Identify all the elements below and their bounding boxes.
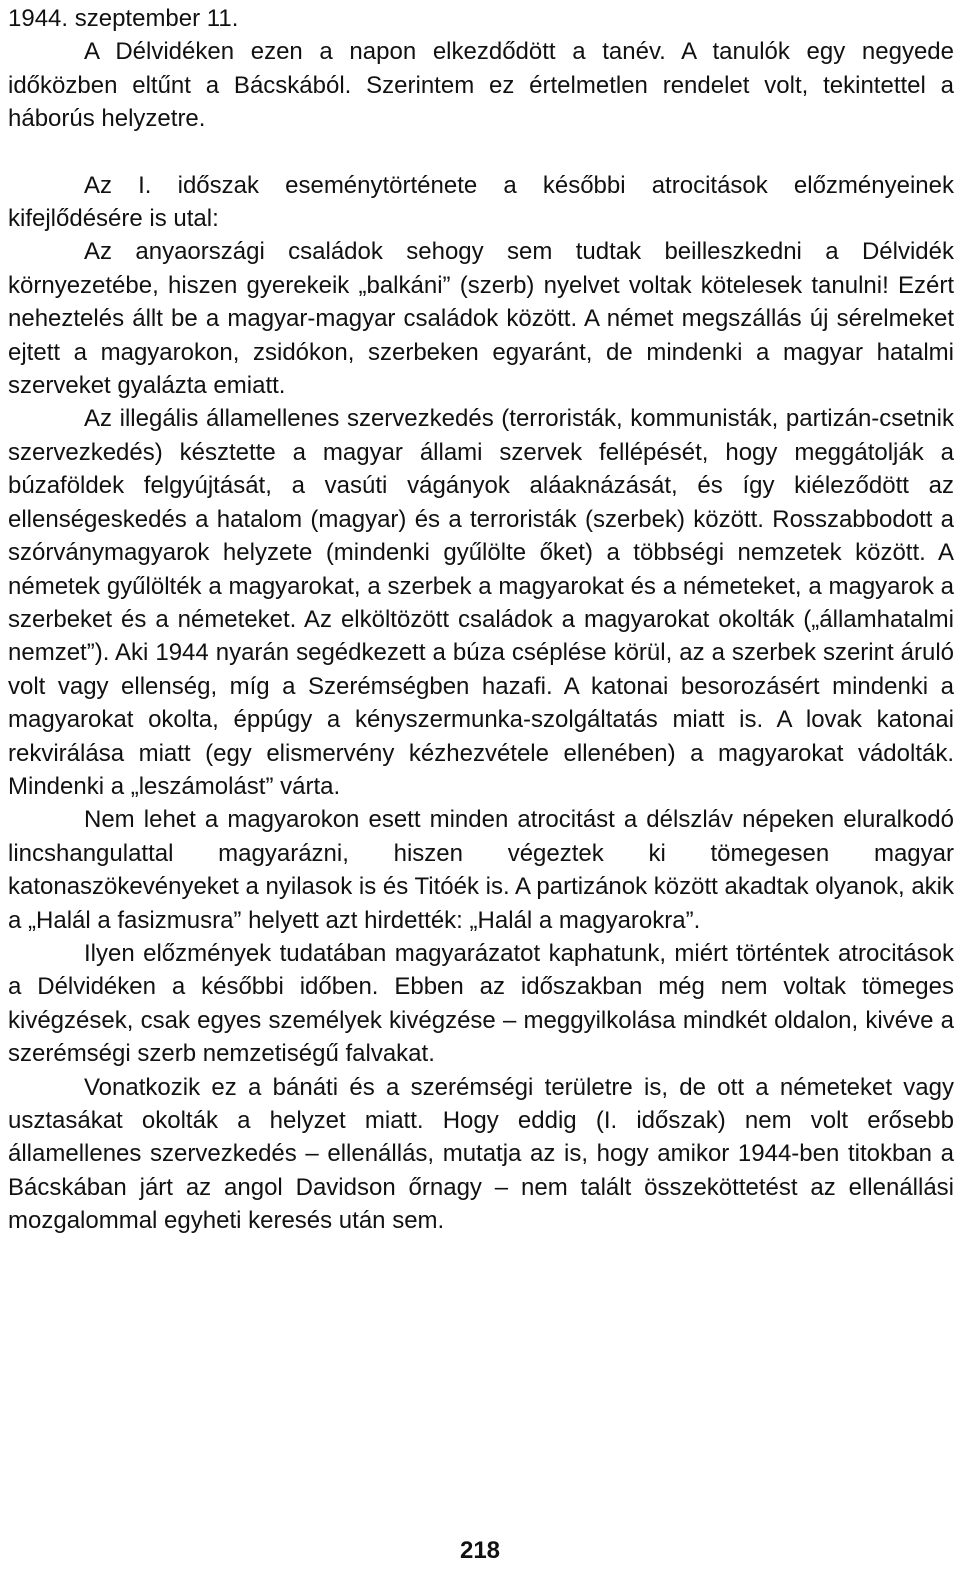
page-number: 218	[459, 1537, 501, 1564]
paragraph-period-history: Az I. időszak eseménytörténete a későbbi atrocitások előzményeinek kifejlődésére is utal:	[8, 171, 954, 233]
paragraph-antecedents: Ilyen előzmények tudatában magyarázatot kaphatunk, miért történtek atrocitások a Délvidéken a későbbi időben. Ebben az időszakban még nem voltak tömeges kivégzések, csak egyes személyek kivégzése – meggyilkolása mindkét oldalon, kivéve a szerémségi szerb nemzetiségű falvakat.	[8, 939, 954, 1068]
entry-date: 1944. szeptember 11.	[8, 5, 239, 32]
paragraph-illegal-organizing: Az illegális államellenes szervezkedés (terroristák, kommunisták, partizán-csetnik szervezkedés) késztette a magyar állami szervek fellépését, hogy meggátolják a búzaföldek felgyújtását, a vasúti vágányok aláaknázását, és így kiéleződött az ellenségeskedés a hatalom (magyar) és a terroristák (szerbek) között. Rosszabbodott a szórványmagyarok helyzete (mindenki gyűlölte őket) a többségi nemzetek között. A németek gyűlölték a magyarokat, a szerbek a magyarokat és a németeket, a magyarok a szerbeket és a németeket. Az elköltözött családok a magyarokat okolták („államhatalmi nemzet”). Aki 1944 nyarán segédkezett a búza cséplése körül, az a szerbek szerint áruló volt vagy ellenség, míg a Szerémségben hazafi. A katonai besorozásért mindenki a magyarokat okolta, éppúgy a kényszermunka-szolgáltatás miatt is. A lovak katonai rekvirálása miatt (egy elismervény kézhezvétele ellenében) a magyarokat vádolták. Mindenki a „leszámolást” várta.	[8, 405, 954, 800]
paragraph-atrocities: Nem lehet a magyarokon esett minden atrocitást a délszláv népeken eluralkodó lincshangulattal magyarázni, hiszen végeztek ki tömegesen magyar katonaszökevényeket a nyilasok is és Titóék is. A partizánok között akadtak olyanok, akik a „Halál a fasizmusra” helyett azt hirdették: „Halál a magyarokra”.	[8, 806, 954, 934]
paragraph-gap	[8, 136, 954, 169]
paragraph-motherland-families: Az anyaországi családok sehogy sem tudtak beilleszkedni a Délvidék környezetébe, hiszen gyerekeik „balkáni” (szerb) nyelvet voltak kötelesek tanulni! Ezért neheztelés állt be a magyar-magyar családok között. A német megszállás új sérelmeket ejtett a magyarokon, zsidókon, szerbeken egyaránt, de mindenki a magyar hatalmi szerveket gyalázta emiatt.	[8, 238, 954, 400]
paragraph-school-year: A Délvidéken ezen a napon elkezdődött a tanév. A tanulók egy negyede időközben eltűnt a Bácskából. Szerintem ez értelmetlen rendelet volt, tekintettel a háborús helyzetre.	[8, 38, 954, 133]
document-page	[8, 0, 954, 1238]
paragraph-banat-srem: Vonatkozik ez a bánáti és a szerémségi területre is, de ott a németeket vagy usztasákat okolták a helyzet miatt. Hogy eddig (I. időszak) nem volt erősebb államellenes szervezkedés – ellenállás, mutatja az is, hogy amikor 1944-ben titokban a Bácskában járt az angol Davidson őrnagy – nem talált összeköttetést az ellenállási mozgalommal egyheti keresés után sem.	[8, 1073, 954, 1235]
